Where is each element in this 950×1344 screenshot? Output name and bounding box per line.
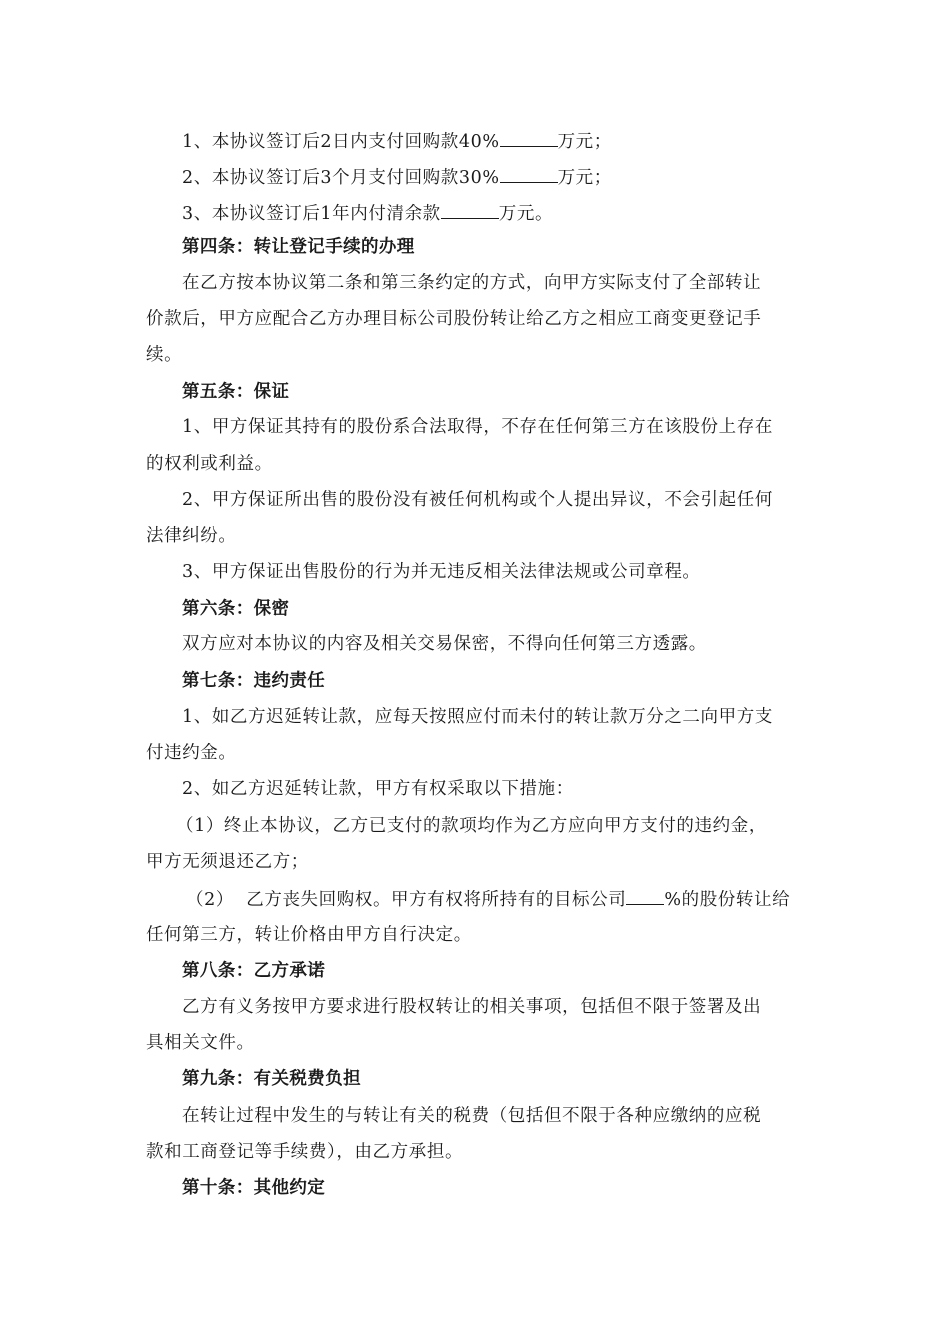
payment-item-2-unit: 万元； (557, 168, 612, 188)
payment-item-3 (182, 200, 848, 226)
article-4-line-2: 价款后，甲方应配合乙方办理目标公司股份转让给乙方之相应工商变更登记手 (146, 309, 762, 329)
article-10-heading: 第十条：其他约定 (182, 1178, 326, 1198)
article-5-heading: 第五条：保证 (182, 382, 290, 402)
article-6-heading: 第六条：保密 (182, 599, 290, 619)
article-7-sub-2-line-2: 任何第三方，转让价格由甲方自行决定。 (146, 925, 472, 945)
payment-item-2-text: 2、本协议签订后3个月支付回购款30% (182, 168, 500, 188)
article-8-line-2: 具相关文件。 (146, 1033, 255, 1053)
article-4-line-1: 在乙方按本协议第二条和第三条约定的方式，向甲方实际支付了全部转让 (182, 273, 762, 293)
amount-blank (500, 128, 558, 147)
article-7-item-2: 2、如乙方迟延转让款，甲方有权采取以下措施： (182, 779, 574, 799)
payment-item-3-text: 3、本协议签订后1年内付清余款 (182, 204, 441, 224)
payment-item-2 (182, 164, 848, 190)
article-9-heading: 第九条：有关税费负担 (182, 1069, 361, 1089)
amount-blank (441, 200, 499, 219)
percent-blank (626, 886, 664, 905)
article-7-sub-2-text: （2） 乙方丧失回购权。甲方有权将所持有的目标公司 (186, 890, 627, 910)
article-7-item-1-line-2: 付违约金。 (146, 743, 237, 763)
article-5-item-1-line-1: 1、甲方保证其持有的股份系合法取得，不存在任何第三方在该股份上存在 (182, 417, 773, 437)
article-5-item-2-line-2: 法律纠纷。 (146, 526, 237, 546)
article-8-heading: 第八条：乙方承诺 (182, 961, 326, 981)
article-9-line-2: 款和工商登记等手续费），由乙方承担。 (146, 1142, 464, 1162)
article-7-item-1-line-1: 1、如乙方迟延转让款，应每天按照应付而未付的转让款万分之二向甲方支 (182, 707, 773, 727)
article-7-sub-2-text-end: %的股份转让给 (664, 890, 791, 910)
article-5-item-3: 3、甲方保证出售股份的行为并无违反相关法律法规或公司章程。 (182, 562, 701, 582)
article-9-line-1: 在转让过程中发生的与转让有关的税费（包括但不限于各种应缴纳的应税 (182, 1106, 762, 1126)
article-5-item-1-line-2: 的权利或利益。 (146, 454, 273, 474)
article-7-sub-1-line-1: （1）终止本协议，乙方已支付的款项均作为乙方应向甲方支付的违约金， (176, 816, 767, 836)
article-7-sub-1-line-2: 甲方无须退还乙方； (146, 852, 309, 872)
article-4-line-3: 续。 (146, 345, 183, 365)
article-7-heading: 第七条：违约责任 (182, 671, 326, 691)
article-5-item-2-line-1: 2、甲方保证所出售的股份没有被任何机构或个人提出异议，不会引起任何 (182, 490, 773, 510)
payment-item-3-unit: 万元。 (498, 204, 554, 224)
payment-item-1 (182, 128, 848, 154)
amount-blank (500, 164, 558, 183)
article-6-line-1: 双方应对本协议的内容及相关交易保密，不得向任何第三方透露。 (182, 634, 707, 654)
payment-item-1-unit: 万元； (557, 132, 612, 152)
payment-item-1-text: 1、本协议签订后2日内支付回购款40% (182, 132, 500, 152)
article-4-heading: 第四条：转让登记手续的办理 (182, 237, 415, 257)
article-7-sub-2-line-1 (186, 886, 852, 912)
article-8-line-1: 乙方有义务按甲方要求进行股权转让的相关事项，包括但不限于签署及出 (182, 997, 762, 1017)
